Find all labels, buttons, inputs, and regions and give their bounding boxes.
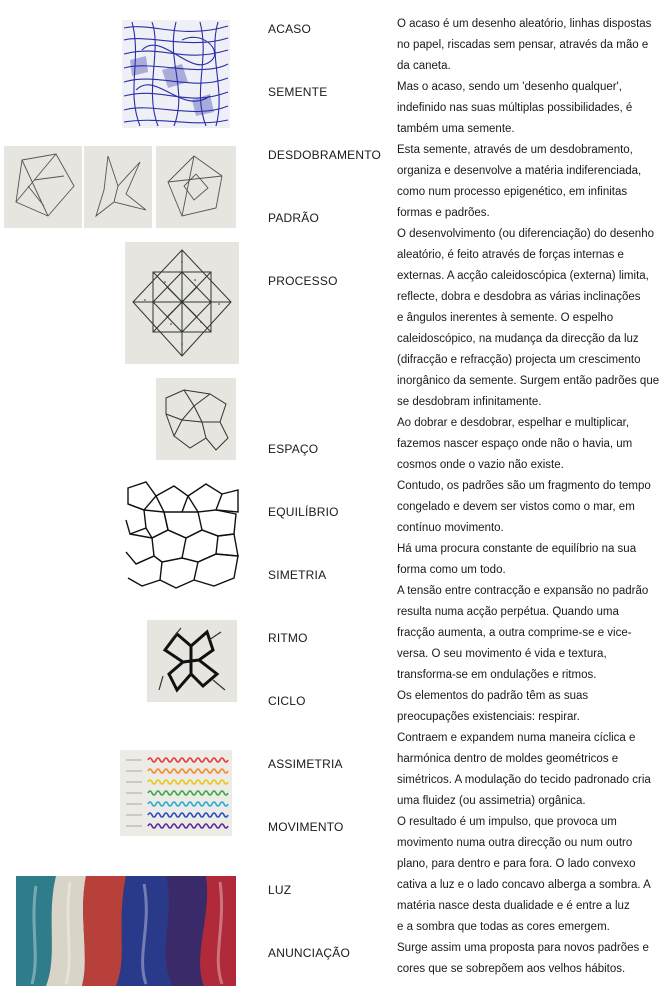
text-line: plano, para dentro e para fora. O lado convexo xyxy=(397,858,636,870)
text-line: O desenvolvimento (ou diferenciação) do desenho xyxy=(397,228,654,240)
text-line: matéria nasce desta dualidade e é entre a luz xyxy=(397,900,630,912)
term-ritmo: RITMO xyxy=(268,631,308,645)
text-line: indefinido nas suas múltiplas possibilidades, é xyxy=(397,102,633,114)
text-line: caleidoscópico, na mudança da direcção da luz xyxy=(397,333,639,345)
text-line: Contudo, os padrões são um fragmento do tempo xyxy=(397,480,651,492)
text-line: versa. O seu movimento é vida e textura, xyxy=(397,648,607,660)
text-line: harmónica dentro de moldes geométricos e xyxy=(397,753,619,765)
text-line: O resultado é um impulso, que provoca um xyxy=(397,816,617,828)
text-line: Mas o acaso, sendo um 'desenho qualquer', xyxy=(397,81,622,93)
text-line: Há uma procura constante de equilíbrio na sua xyxy=(397,543,637,555)
text-line: Contraem e expandem numa maneira cíclica e xyxy=(397,732,636,744)
desdobramento-drawing-2 xyxy=(84,146,152,228)
text-line: preocupações existenciais: respirar. xyxy=(397,711,580,723)
text-line: se desdobram infinitamente. xyxy=(397,396,542,408)
text-line: contínuo movimento. xyxy=(397,522,504,534)
ritmo-drawing xyxy=(147,620,237,702)
assimetria-drawing xyxy=(120,750,232,836)
text-line: forma como um todo. xyxy=(397,564,506,576)
wave-line xyxy=(148,824,228,828)
text-line: fracção aumenta, a outra comprime-se e vice- xyxy=(397,627,632,639)
text-line: movimento numa outra direcção ou num outro xyxy=(397,837,633,849)
wave-line xyxy=(148,813,228,817)
luz-painting xyxy=(16,876,236,986)
text-line: fazemos nascer espaço onde não o havia, um xyxy=(397,438,633,450)
text-line: e ângulos inerentes à semente. O espelho xyxy=(397,312,614,324)
wave-line xyxy=(148,769,228,773)
processo-drawing xyxy=(125,242,239,364)
term-semente: SEMENTE xyxy=(268,85,328,99)
text-line: e a sombra que todas as cores emergem. xyxy=(397,921,610,933)
text-line: cosmos onde o vazio não existe. xyxy=(397,459,564,471)
term-espaco: ESPAÇO xyxy=(268,442,319,456)
term-assimetria: ASSIMETRIA xyxy=(268,757,343,771)
term-acaso: ACASO xyxy=(268,22,312,36)
wave-line xyxy=(148,780,228,784)
text-line: transforma-se em ondulações e ritmos. xyxy=(397,669,597,681)
term-simetria: SIMETRIA xyxy=(268,568,327,582)
text-line: A tensão entre contracção e expansão no padrão xyxy=(397,585,649,597)
term-processo: PROCESSO xyxy=(268,274,338,288)
text-line: Surge assim uma proposta para novos padrões e xyxy=(397,942,649,954)
text-line: como num processo epigenético, em infinitas xyxy=(397,186,628,198)
term-luz: LUZ xyxy=(268,883,292,897)
text-line: Ao dobrar e desdobrar, espelhar e multiplicar, xyxy=(397,417,630,429)
desdobramento-drawing-1 xyxy=(4,146,82,228)
text-line: congelado e devem ser vistos como o mar, em xyxy=(397,501,635,513)
text-line: cores que se sobrepõem aos velhos hábitos. xyxy=(397,963,626,975)
term-movimento: MOVIMENTO xyxy=(268,820,344,834)
text-line: (difracção e refracção) projecta um crescimento xyxy=(397,354,641,366)
text-line: O acaso é um desenho aleatório, linhas dispostas xyxy=(397,18,652,30)
text-line: reflecte, dobra e desdobra as várias inclinações xyxy=(397,291,641,303)
text-line: aleatório, é feito através de forças internas e xyxy=(397,249,624,261)
text-line: no papel, riscadas sem pensar, através da mão e xyxy=(397,39,649,51)
text-line: da caneta. xyxy=(397,60,451,72)
text-line: formas e padrões. xyxy=(397,207,490,219)
text-line: Os elementos do padrão têm as suas xyxy=(397,690,589,702)
text-line: externas. A acção caleidoscópica (externa) limita, xyxy=(397,270,649,282)
term-desdobramento: DESDOBRAMENTO xyxy=(268,148,382,162)
wave-line xyxy=(148,758,228,762)
text-line: resulta numa acção perpétua. Quando uma xyxy=(397,606,619,618)
equilibrio-drawing xyxy=(122,478,242,598)
text-line: cativa a luz e o lado concavo alberga a sombra. A xyxy=(397,879,651,891)
wave-line xyxy=(148,791,228,795)
desdobramento-drawing-3 xyxy=(156,146,236,228)
term-padrao: PADRÃO xyxy=(268,211,319,225)
espaco-drawing xyxy=(156,378,236,460)
term-equilibrio: EQUILÍBRIO xyxy=(268,505,339,519)
text-line: também uma semente. xyxy=(397,123,515,135)
term-ciclo: CICLO xyxy=(268,694,306,708)
text-line: Esta semente, através de um desdobramento, xyxy=(397,144,633,156)
text-line: uma fluidez (ou assimetria) orgânica. xyxy=(397,795,586,807)
term-anunciacao: ANUNCIAÇÃO xyxy=(268,946,351,960)
text-line: simétricos. A modulação do tecido padronado cria xyxy=(397,774,651,786)
text-line: organiza e desenvolve a matéria indiferenciada, xyxy=(397,165,642,177)
text-line: inorgânico da semente. Surgem então padrões que xyxy=(397,375,660,387)
wave-line xyxy=(148,802,228,806)
acaso-drawing xyxy=(122,20,230,128)
